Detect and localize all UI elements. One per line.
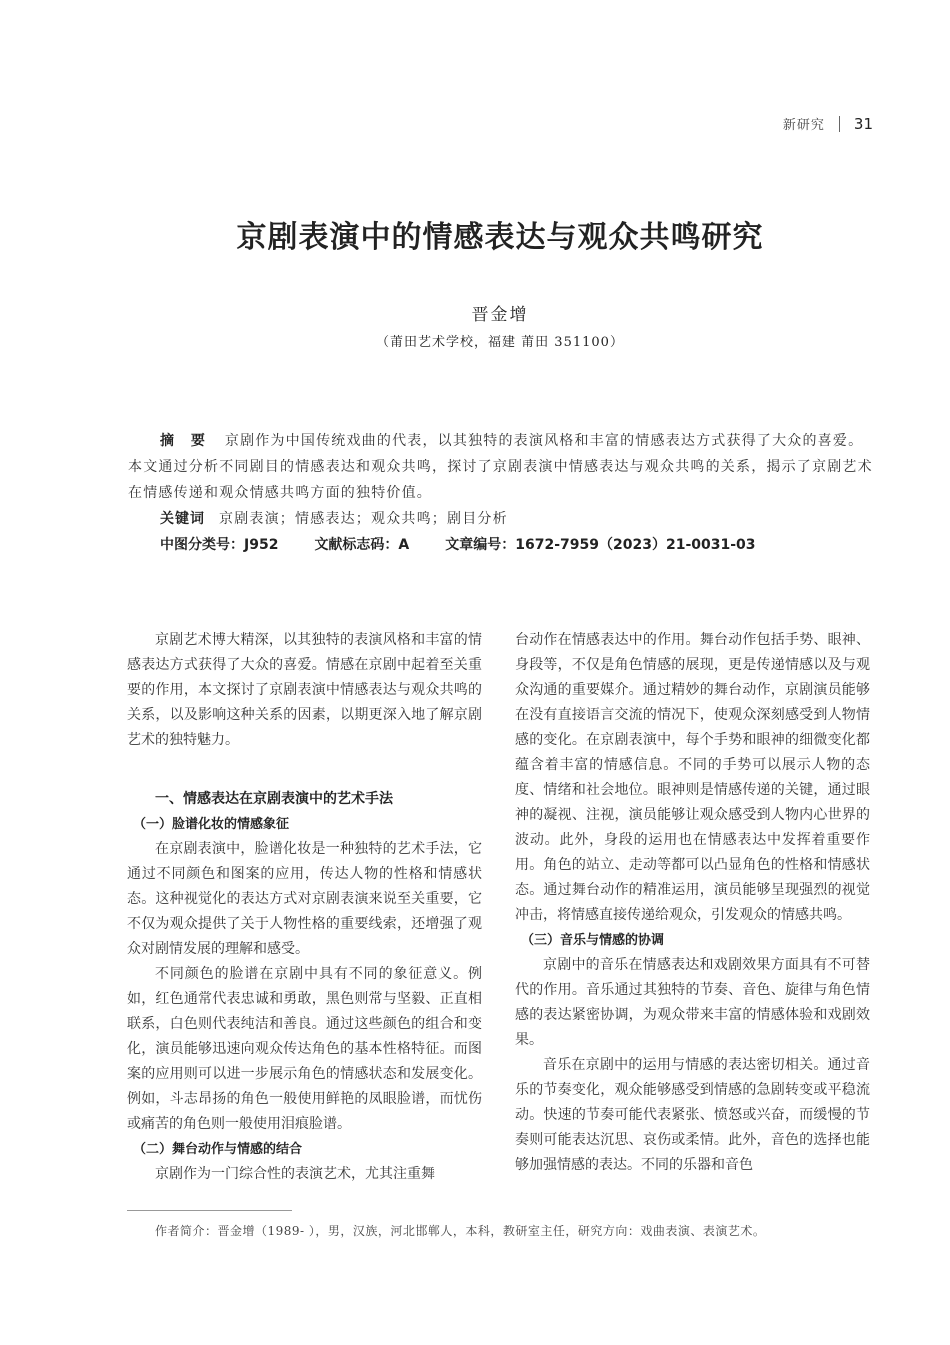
body-column-right <box>515 628 870 1178</box>
page-number: 31 <box>853 114 873 133</box>
article-number: 文章编号：1672-7959（2023）21-0031-03 <box>445 537 756 553</box>
keywords-text: 京剧表演；情感表达；观众共鸣；剧目分析 <box>219 511 508 527</box>
header-divider <box>839 116 840 132</box>
classification-line <box>160 534 756 554</box>
author-footnote: 作者简介：晋金增（1989- ），男，汉族，河北邯郸人，本科，教研室主任，研究方向：戏曲表演、表演艺术。 <box>155 1224 766 1238</box>
intro-paragraph: 京剧艺术博大精深，以其独特的表演风格和丰富的情感表达方式获得了大众的喜爱。情感在京剧中起着至关重要的作用，本文探讨了京剧表演中情感表达与观众共鸣的关系，以及影响这种关系的因素，以期更深入地了解京剧艺术的独特魅力。 <box>127 632 482 748</box>
abstract-text: 京剧作为中国传统戏曲的代表，以其独特的表演风格和丰富的情感表达方式获得了大众的喜爱。本文通过分析不同剧目的情感表达和观众共鸣，探讨了京剧表演中情感表达与观众共鸣的关系，揭示了京剧艺术在情感传递和观众情感共鸣方面的独特价值。 <box>128 433 873 501</box>
running-header <box>783 114 873 133</box>
paragraph: 京剧作为一门综合性的表演艺术，尤其注重舞 <box>155 1166 435 1182</box>
keywords-label: 关键词 <box>160 511 205 527</box>
paragraph: 音乐在京剧中的运用与情感的表达密切相关。通过音乐的节奏变化，观众能够感受到情感的急剧转变或平稳流动。快速的节奏可能代表紧张、愤怒或兴奋，而缓慢的节奏则可能表达沉思、哀伤或柔情。此外，音色的选择也能够加强情感的表达。不同的乐器和音色 <box>515 1057 870 1173</box>
clc-number: 中图分类号：J952 <box>160 537 279 553</box>
subsection-heading-1: （一）脸谱化妆的情感象征 <box>133 817 290 832</box>
keywords <box>160 508 508 528</box>
paragraph: 在京剧表演中，脸谱化妆是一种独特的艺术手法，它通过不同颜色和图案的应用，传达人物的性格和情感状态。这种视觉化的表达方式对京剧表演来说至关重要，它不仅为观众提供了关于人物性格的重要线索，还增强了观众对剧情发展的理解和感受。 <box>127 841 482 957</box>
body-column-left <box>127 628 482 1187</box>
subsection-heading-2: （二）舞台动作与情感的结合 <box>133 1142 303 1157</box>
paragraph-continued: 台动作在情感表达中的作用。舞台动作包括手势、眼神、身段等，不仅是角色情感的展现，更是传递情感以及与观众沟通的重要媒介。通过精妙的舞台动作，京剧演员能够在没有直接语言交流的情况下，使观众深刻感受到人物情感的变化。在京剧表演中，每个手势和眼神的细微变化都蕴含着丰富的情感信息。不同的手势可以展示人物的态度、情绪和社会地位。眼神则是情感传递的关键，通过眼神的凝视、注视，演员能够让观众感受到人物内心世界的波动。此外，身段的运用也在情感表达中发挥着重要作用。角色的站立、走动等都可以凸显角色的性格和情感状态。通过舞台动作的精准运用，演员能够呈现强烈的视觉冲击，将情感直接传递给观众，引发观众的情感共鸣。 <box>515 632 870 923</box>
section-heading-1: 一、情感表达在京剧表演中的艺术手法 <box>155 791 393 807</box>
paragraph: 不同颜色的脸谱在京剧中具有不同的象征意义。例如，红色通常代表忠诚和勇敢，黑色则常与坚毅、正直相联系，白色则代表纯洁和善良。通过这些颜色的组合和变化，演员能够迅速向观众传达角色的基本性格特征。而图案的应用则可以进一步展示角色的情感状态和发展变化。例如，斗志昂扬的角色一般使用鲜艳的凤眼脸谱，而忧伤或痛苦的角色则一般使用泪痕脸谱。 <box>127 966 482 1132</box>
footnote-rule <box>127 1210 292 1211</box>
article-title: 京剧表演中的情感表达与观众共鸣研究 <box>236 220 764 255</box>
abstract <box>128 428 873 506</box>
subsection-heading-3: （三）音乐与情感的协调 <box>521 933 665 948</box>
section-name: 新研究 <box>782 118 825 133</box>
author-name: 晋金增 <box>471 305 529 325</box>
paragraph: 京剧中的音乐在情感表达和戏剧效果方面具有不可替代的作用。音乐通过其独特的节奏、音色、旋律与角色情感的表达紧密协调，为观众带来丰富的情感体验和戏剧效果。 <box>515 957 870 1048</box>
author-affiliation: （莆田艺术学校，福建 莆田 351100） <box>376 335 624 350</box>
document-code: 文献标志码：A <box>314 537 410 553</box>
abstract-label: 摘 要 <box>160 433 211 449</box>
